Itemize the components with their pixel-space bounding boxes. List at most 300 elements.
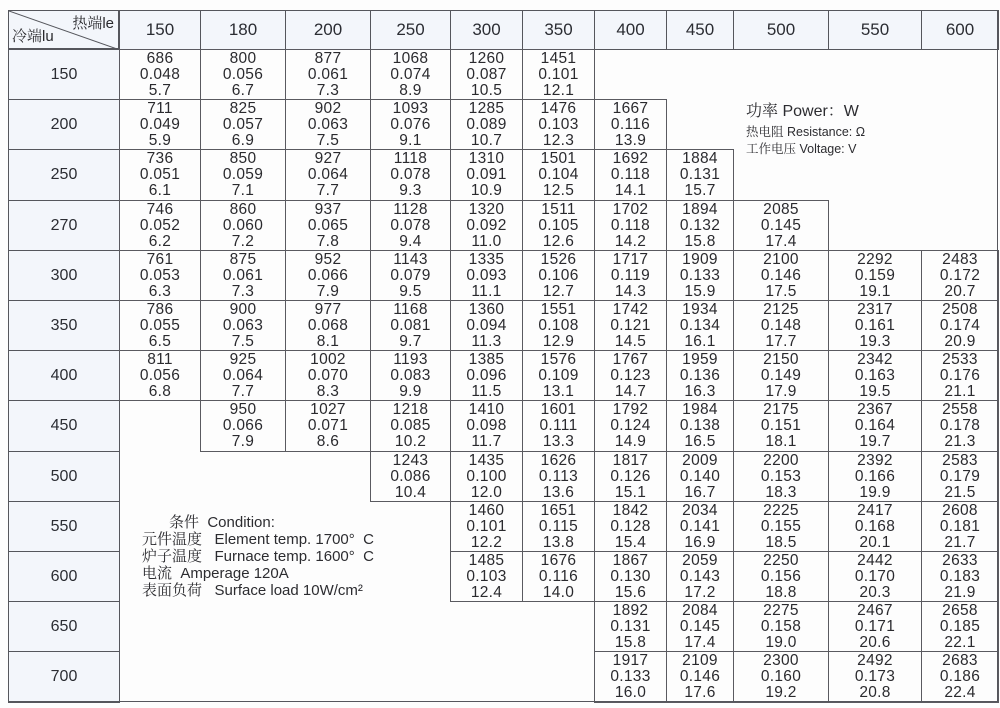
table-cell <box>450 99 523 150</box>
cell-power: 1310 <box>468 150 505 167</box>
cell-power: 1601 <box>540 401 577 418</box>
cell-resistance: 0.131 <box>679 166 721 183</box>
cell-power: 2608 <box>942 501 978 519</box>
table-cell <box>200 350 286 401</box>
cell-resistance: 0.085 <box>390 417 431 434</box>
table-cell <box>733 601 829 652</box>
table-cell <box>666 350 734 401</box>
cell-resistance: 0.089 <box>466 115 507 133</box>
cell-power: 1842 <box>612 501 649 519</box>
cell-power: 1193 <box>393 350 428 368</box>
cell-resistance: 0.111 <box>539 417 578 434</box>
cell-voltage: 7.7 <box>316 182 340 199</box>
cell-power: 2392 <box>857 451 893 469</box>
legend-power: 功率 Power：W <box>746 103 859 120</box>
cell-resistance: 0.094 <box>466 316 507 334</box>
cell-power: 1667 <box>612 99 649 117</box>
row-header-700: 700 <box>8 651 120 703</box>
cell-resistance: 0.130 <box>610 567 651 585</box>
cell-resistance: 0.083 <box>390 366 431 384</box>
cell-voltage: 11.5 <box>471 382 502 400</box>
cell-power: 2558 <box>942 401 978 418</box>
table-cell <box>522 350 595 401</box>
cell-power: 1320 <box>468 200 505 218</box>
table-cell <box>594 601 667 652</box>
table-cell <box>450 200 523 251</box>
cell-power: 1068 <box>392 49 429 67</box>
table-cell <box>450 250 523 301</box>
cell-resistance: 0.113 <box>538 467 579 485</box>
cell-resistance: 0.123 <box>610 366 651 384</box>
table-cell <box>733 551 829 602</box>
row-header-550: 550 <box>8 501 120 552</box>
cell-resistance: 0.146 <box>679 668 721 685</box>
table-cell <box>522 551 595 602</box>
cell-voltage: 6.9 <box>231 131 255 149</box>
cell-power: 825 <box>229 99 257 117</box>
cell-power: 1243 <box>392 451 429 469</box>
table-cell <box>119 149 201 201</box>
table-cell <box>594 400 667 452</box>
cell-resistance: 0.118 <box>610 216 651 234</box>
cell-voltage: 20.3 <box>859 583 891 601</box>
cell-power: 2467 <box>857 601 893 619</box>
cell-power: 1892 <box>612 601 649 619</box>
cell-voltage: 12.3 <box>542 131 575 149</box>
cell-resistance: 0.100 <box>466 467 507 485</box>
cell-power: 1742 <box>612 300 649 318</box>
cell-resistance: 0.078 <box>390 216 431 234</box>
cell-voltage: 11.7 <box>471 433 502 450</box>
cell-voltage: 7.5 <box>316 131 340 149</box>
cell-resistance: 0.060 <box>222 216 264 234</box>
cell-power: 761 <box>146 250 174 268</box>
table-cell <box>666 451 734 502</box>
cell-resistance: 0.070 <box>307 366 349 384</box>
cell-voltage: 16.0 <box>614 684 647 701</box>
cell-power: 1959 <box>682 350 718 368</box>
cell-voltage: 19.0 <box>765 633 797 651</box>
cell-power: 1576 <box>540 350 577 368</box>
cell-voltage: 10.2 <box>394 433 427 450</box>
cell-voltage: 7.3 <box>316 81 340 99</box>
cell-resistance: 0.055 <box>139 316 181 334</box>
cell-resistance: 0.178 <box>939 417 981 434</box>
cell-power: 1526 <box>540 250 577 268</box>
legend-voltage: 工作电压 Voltage: V <box>746 142 857 156</box>
table-cell <box>522 250 595 301</box>
row-header-650: 650 <box>8 601 120 652</box>
cell-power: 1128 <box>393 200 428 218</box>
cell-voltage: 13.9 <box>614 131 647 149</box>
cell-voltage: 17.4 <box>765 232 797 250</box>
table-cell <box>370 400 451 452</box>
cell-voltage: 22.4 <box>944 684 976 701</box>
cell-power: 1335 <box>468 250 505 268</box>
cell-resistance: 0.179 <box>939 467 981 485</box>
cell-voltage: 7.3 <box>231 282 255 300</box>
cell-resistance: 0.091 <box>466 166 507 183</box>
cell-voltage: 14.5 <box>614 332 647 350</box>
table-cell <box>119 250 201 301</box>
cell-resistance: 0.105 <box>538 216 579 234</box>
table-cell <box>594 451 667 502</box>
cell-resistance: 0.128 <box>610 517 651 535</box>
cell-resistance: 0.151 <box>760 417 802 434</box>
cell-voltage: 15.8 <box>614 633 647 651</box>
cell-resistance: 0.109 <box>538 366 579 384</box>
cell-voltage: 17.6 <box>684 684 716 701</box>
cell-resistance: 0.066 <box>307 266 349 284</box>
cell-resistance: 0.163 <box>854 366 896 384</box>
cell-voltage: 21.7 <box>944 533 976 551</box>
cell-voltage: 22.1 <box>944 633 976 651</box>
table-cell <box>450 149 523 201</box>
cell-power: 2275 <box>763 601 799 619</box>
cell-power: 952 <box>314 250 342 268</box>
cell-resistance: 0.106 <box>538 266 579 284</box>
table-cell <box>828 601 922 652</box>
cell-voltage: 7.2 <box>231 232 255 250</box>
cell-resistance: 0.145 <box>679 617 721 635</box>
table-cell <box>285 49 371 100</box>
table-cell <box>666 300 734 351</box>
condition-amperage: 电流 Amperage 120A <box>142 565 289 582</box>
cell-resistance: 0.048 <box>139 65 181 83</box>
cell-voltage: 20.8 <box>859 684 891 701</box>
cell-voltage: 16.5 <box>684 433 716 450</box>
cell-resistance: 0.071 <box>307 417 349 434</box>
table-cell <box>921 501 999 552</box>
test-conditions <box>142 514 374 599</box>
column-header-350: 350 <box>522 10 595 50</box>
cell-resistance: 0.185 <box>939 617 981 635</box>
cell-power: 1984 <box>682 401 718 418</box>
table-cell <box>828 451 922 502</box>
cell-voltage: 6.1 <box>148 182 172 199</box>
cell-power: 1767 <box>612 350 649 368</box>
cell-resistance: 0.049 <box>139 115 181 133</box>
table-cell <box>200 200 286 251</box>
cell-resistance: 0.063 <box>307 115 349 133</box>
cell-resistance: 0.138 <box>679 417 721 434</box>
cell-resistance: 0.181 <box>939 517 981 535</box>
table-cell <box>921 300 999 351</box>
cell-power: 937 <box>314 200 342 218</box>
legend-resistance: 热电阻 Resistance: Ω <box>746 125 866 139</box>
table-cell <box>200 400 286 452</box>
table-cell <box>733 400 829 452</box>
cell-voltage: 7.9 <box>316 282 340 300</box>
cell-voltage: 19.1 <box>859 282 891 300</box>
cell-power: 2250 <box>763 551 799 569</box>
table-cell <box>666 200 734 251</box>
cell-resistance: 0.064 <box>222 366 264 384</box>
cell-power: 1451 <box>540 49 577 67</box>
cell-resistance: 0.103 <box>466 567 507 585</box>
cell-resistance: 0.173 <box>854 668 896 685</box>
cell-power: 1692 <box>612 150 649 167</box>
table-cell <box>370 250 451 301</box>
cell-power: 2658 <box>942 601 978 619</box>
table-cell <box>733 350 829 401</box>
cell-voltage: 20.1 <box>859 533 891 551</box>
cell-resistance: 0.065 <box>307 216 349 234</box>
cell-power: 1867 <box>612 551 649 569</box>
cell-power: 1260 <box>468 49 505 67</box>
cell-resistance: 0.168 <box>854 517 896 535</box>
cell-voltage: 6.7 <box>231 81 255 99</box>
row-header-450: 450 <box>8 400 120 452</box>
cell-power: 2109 <box>682 652 718 669</box>
cell-voltage: 10.7 <box>470 131 503 149</box>
cell-voltage: 9.5 <box>399 282 422 300</box>
cell-power: 2300 <box>763 652 799 669</box>
cell-voltage: 12.0 <box>470 483 503 501</box>
cell-voltage: 9.1 <box>399 131 422 149</box>
cell-resistance: 0.141 <box>679 517 721 535</box>
table-cell <box>522 400 595 452</box>
cell-voltage: 21.1 <box>944 382 976 400</box>
table-cell <box>594 551 667 602</box>
table-cell <box>594 99 667 150</box>
column-header-500: 500 <box>733 10 829 50</box>
cell-voltage: 15.1 <box>614 483 647 501</box>
cell-power: 1118 <box>393 150 428 167</box>
cell-power: 1894 <box>682 200 718 218</box>
cell-resistance: 0.056 <box>222 65 264 83</box>
table-cell <box>119 49 201 100</box>
cell-power: 811 <box>147 350 173 368</box>
table-cell <box>666 601 734 652</box>
column-header-200: 200 <box>285 10 371 50</box>
cell-power: 2125 <box>763 300 799 318</box>
row-header-300: 300 <box>8 250 120 301</box>
cell-voltage: 8.3 <box>316 382 340 400</box>
table-cell <box>594 300 667 351</box>
table-cell <box>285 300 371 351</box>
table-cell <box>828 300 922 351</box>
cell-resistance: 0.096 <box>466 366 507 384</box>
cell-voltage: 12.6 <box>542 232 575 250</box>
cell-resistance: 0.146 <box>760 266 802 284</box>
cell-resistance: 0.052 <box>139 216 181 234</box>
cell-resistance: 0.160 <box>760 668 802 685</box>
cell-power: 2059 <box>682 551 718 569</box>
cell-voltage: 14.2 <box>614 232 647 250</box>
table-cell <box>200 250 286 301</box>
table-cell <box>921 551 999 602</box>
cell-power: 925 <box>229 350 257 368</box>
cell-power: 902 <box>314 99 342 117</box>
table-cell <box>522 149 595 201</box>
cell-voltage: 19.2 <box>765 684 797 701</box>
cell-resistance: 0.145 <box>760 216 802 234</box>
cell-power: 2483 <box>942 250 978 268</box>
cell-voltage: 15.9 <box>684 282 716 300</box>
cell-power: 2417 <box>857 501 893 519</box>
cell-resistance: 0.104 <box>538 166 579 183</box>
cell-power: 927 <box>314 150 342 167</box>
cell-power: 1143 <box>393 250 428 268</box>
cell-power: 1651 <box>540 501 577 519</box>
cell-voltage: 9.7 <box>399 332 422 350</box>
cell-power: 2342 <box>857 350 893 368</box>
cell-voltage: 7.8 <box>316 232 340 250</box>
cell-power: 2292 <box>857 250 893 268</box>
cell-power: 711 <box>147 99 173 117</box>
table-cell <box>522 501 595 552</box>
table-cell <box>594 200 667 251</box>
cell-resistance: 0.132 <box>679 216 721 234</box>
table-cell <box>370 300 451 351</box>
cell-power: 2442 <box>857 551 893 569</box>
table-cell <box>828 400 922 452</box>
table-cell <box>119 99 201 150</box>
cell-power: 1626 <box>540 451 577 469</box>
table-cell <box>921 451 999 502</box>
table-cell <box>666 651 734 703</box>
cell-voltage: 13.6 <box>542 483 575 501</box>
cell-voltage: 20.6 <box>859 633 891 651</box>
table-cell <box>450 400 523 452</box>
cell-voltage: 6.3 <box>148 282 172 300</box>
cell-voltage: 10.5 <box>470 81 503 99</box>
table-cell <box>733 250 829 301</box>
cell-power: 977 <box>314 300 342 318</box>
cell-voltage: 10.9 <box>470 182 503 199</box>
cell-voltage: 7.7 <box>231 382 255 400</box>
condition-element-temp: 元件温度 Element temp. 1700° C <box>142 531 374 548</box>
cell-power: 736 <box>146 150 174 167</box>
cell-resistance: 0.136 <box>679 366 721 384</box>
cell-voltage: 12.7 <box>542 282 575 300</box>
cell-voltage: 6.5 <box>148 332 172 350</box>
cell-voltage: 6.8 <box>148 382 172 400</box>
column-header-550: 550 <box>828 10 922 50</box>
cell-power: 1476 <box>540 99 577 117</box>
cell-resistance: 0.133 <box>679 266 721 284</box>
row-header-400: 400 <box>8 350 120 401</box>
cell-resistance: 0.158 <box>760 617 802 635</box>
cell-power: 2533 <box>942 350 978 368</box>
cell-voltage: 20.9 <box>944 332 976 350</box>
table-cell <box>594 651 667 703</box>
cell-voltage: 12.2 <box>470 533 503 551</box>
row-header-150: 150 <box>8 49 120 100</box>
cell-resistance: 0.057 <box>222 115 264 133</box>
cell-voltage: 5.9 <box>148 131 172 149</box>
table-cell <box>119 350 201 401</box>
table-corner-header <box>8 10 119 49</box>
cell-voltage: 11.1 <box>471 282 502 300</box>
column-header-300: 300 <box>450 10 523 50</box>
cell-resistance: 0.116 <box>538 567 579 585</box>
cell-voltage: 11.0 <box>471 232 502 250</box>
table-cell <box>370 200 451 251</box>
table-cell <box>370 451 451 502</box>
cell-voltage: 18.5 <box>765 533 797 551</box>
cell-voltage: 5.7 <box>148 81 172 99</box>
cell-voltage: 12.4 <box>470 583 503 601</box>
row-header-270: 270 <box>8 200 120 251</box>
cell-power: 786 <box>146 300 174 318</box>
table-cell <box>200 149 286 201</box>
cell-resistance: 0.149 <box>760 366 802 384</box>
cell-resistance: 0.133 <box>610 668 651 685</box>
cell-power: 1460 <box>468 501 505 519</box>
table-cell <box>921 651 999 703</box>
cell-resistance: 0.118 <box>610 166 651 183</box>
cell-resistance: 0.140 <box>679 467 721 485</box>
cell-resistance: 0.074 <box>390 65 431 83</box>
cell-resistance: 0.053 <box>139 266 181 284</box>
cell-resistance: 0.115 <box>538 517 579 535</box>
cell-voltage: 21.5 <box>944 483 976 501</box>
cell-power: 860 <box>229 200 257 218</box>
cell-voltage: 7.1 <box>231 182 255 199</box>
table-cell <box>285 250 371 301</box>
cell-voltage: 16.1 <box>684 332 716 350</box>
cell-power: 1435 <box>468 451 505 469</box>
cell-resistance: 0.064 <box>307 166 349 183</box>
cell-power: 2034 <box>682 501 718 519</box>
cell-voltage: 17.2 <box>684 583 716 601</box>
cell-resistance: 0.166 <box>854 467 896 485</box>
column-header-450: 450 <box>666 10 734 50</box>
table-cell <box>733 451 829 502</box>
table-cell <box>200 49 286 100</box>
table-cell <box>733 300 829 351</box>
table-cell <box>522 49 595 100</box>
cell-power: 877 <box>314 49 342 67</box>
table-cell <box>733 200 829 251</box>
cell-resistance: 0.078 <box>390 166 431 183</box>
column-header-400: 400 <box>594 10 667 50</box>
cell-power: 2175 <box>763 401 799 418</box>
cell-resistance: 0.061 <box>222 266 264 284</box>
table-cell <box>828 250 922 301</box>
cell-power: 2150 <box>763 350 799 368</box>
cell-power: 2583 <box>942 451 978 469</box>
cell-voltage: 19.7 <box>859 433 891 450</box>
cell-voltage: 9.3 <box>399 182 422 199</box>
cell-resistance: 0.101 <box>538 65 579 83</box>
table-cell <box>119 300 201 351</box>
table-cell <box>450 501 523 552</box>
cell-voltage: 15.6 <box>614 583 647 601</box>
cell-voltage: 6.2 <box>148 232 172 250</box>
cell-resistance: 0.148 <box>760 316 802 334</box>
cell-resistance: 0.066 <box>222 417 264 434</box>
cell-power: 2317 <box>857 300 893 318</box>
cell-voltage: 17.5 <box>765 282 797 300</box>
table-cell <box>666 501 734 552</box>
cell-resistance: 0.172 <box>939 266 981 284</box>
cell-resistance: 0.155 <box>760 517 802 535</box>
cell-power: 1717 <box>612 250 649 268</box>
cell-voltage: 13.3 <box>542 433 575 450</box>
table-cell <box>666 149 734 201</box>
cell-voltage: 18.3 <box>765 483 797 501</box>
cell-voltage: 14.1 <box>614 182 647 199</box>
cell-voltage: 18.1 <box>765 433 797 450</box>
cell-resistance: 0.086 <box>390 467 431 485</box>
cell-voltage: 9.9 <box>399 382 422 400</box>
table-cell <box>733 501 829 552</box>
table-cell <box>200 99 286 150</box>
cell-voltage: 12.1 <box>542 81 575 99</box>
